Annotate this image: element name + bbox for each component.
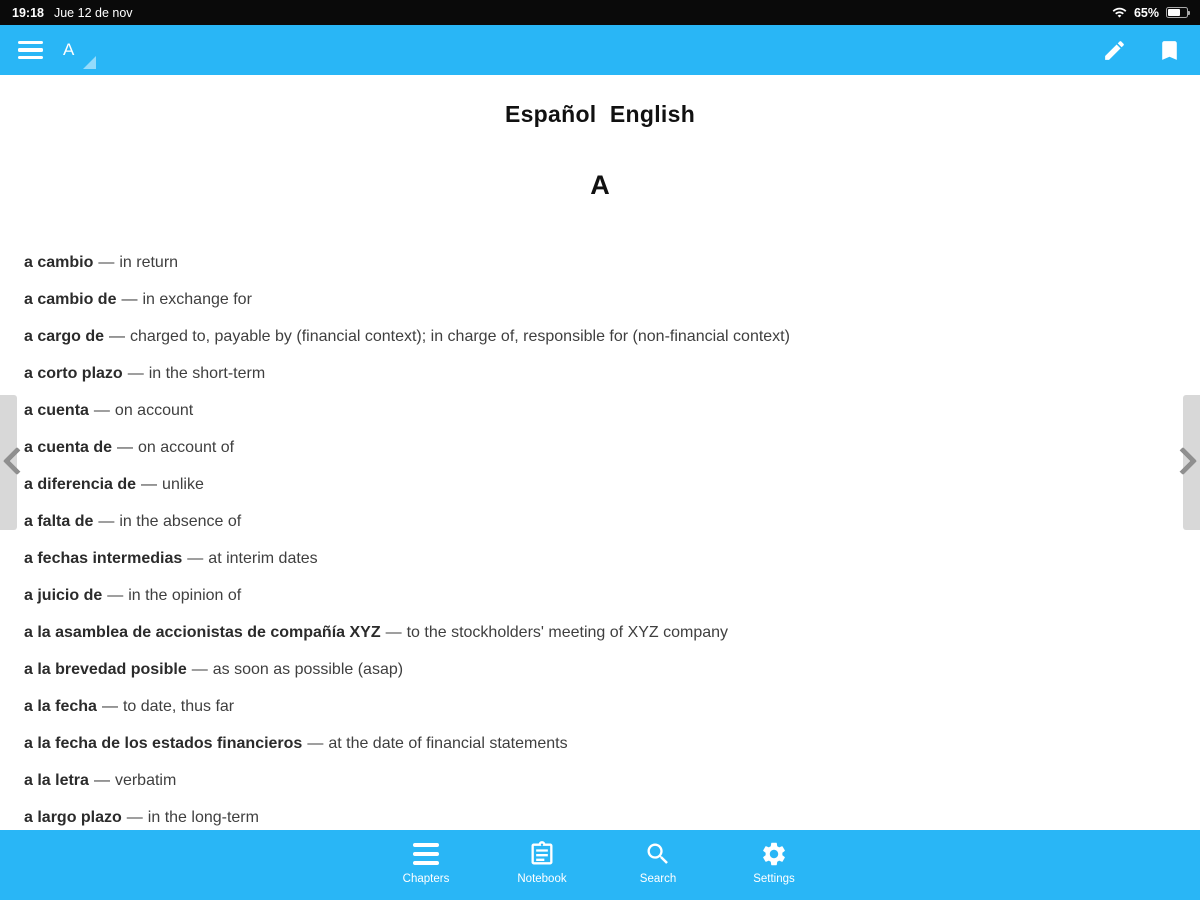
entry-separator: — [98,513,115,530]
entry-definition: in return [119,254,179,271]
entry-row [0,697,1200,716]
settings-gear-icon [760,839,788,869]
notebook-clipboard-icon [528,839,556,869]
edit-button[interactable] [1098,34,1131,67]
entry-definition: unlike [162,476,204,493]
bottom-nav-items [388,830,812,900]
chapters-list-icon [413,839,439,869]
entry-definition: on account of [138,439,235,456]
section-heading: A [590,170,610,200]
entry-separator: — [126,809,143,826]
entry-term: a la brevedad posible [24,661,187,678]
entry-definition: in the long-term [147,809,259,826]
entry-row [0,475,1200,494]
entry-row [0,808,1200,827]
entry-term: a cargo de [24,328,105,345]
entry-separator: — [98,254,115,271]
entry-row [0,660,1200,679]
nav-notebook-label: Notebook [517,873,567,885]
section-corner-triangle-icon [83,56,96,69]
entry-definition: to date, thus far [122,698,235,715]
menu-button[interactable] [14,37,47,64]
entry-separator: — [127,365,144,382]
nav-chapters[interactable] [388,839,464,900]
nav-settings[interactable] [736,839,812,900]
previous-page-button[interactable] [0,395,17,530]
entry-separator: — [141,476,158,493]
entry-separator: — [101,698,118,715]
entry-term: a la fecha [24,698,97,715]
section-letter: A [63,40,75,59]
status-left [12,6,133,20]
entry-row [0,364,1200,383]
nav-search[interactable] [620,839,696,900]
entry-definition: as soon as possible (asap) [212,661,404,678]
entry-term: a falta de [24,513,94,530]
entry-definition: charged to, payable by (financial context); in charge of, responsible for (non-financial context) [130,328,790,345]
entry-term: a la letra [24,772,89,789]
entry-row [0,549,1200,568]
entry-separator: — [93,402,110,419]
entry-row [0,586,1200,605]
status-time: 19:18 [12,5,44,20]
entry-separator: — [187,550,204,567]
entry-definition: verbatim [114,772,177,789]
entry-definition: in the absence of [119,513,242,530]
entry-term: a fechas intermedias [24,550,183,567]
bottom-nav [0,830,1200,900]
section-indicator[interactable] [63,25,74,75]
entry-term: a cambio de [24,291,117,308]
entry-definition: at interim dates [208,550,318,567]
entry-row [0,623,1200,642]
entry-row [0,438,1200,457]
entry-term: a largo plazo [24,809,122,826]
entry-term: a juicio de [24,587,103,604]
entry-term: a cuenta [24,402,89,419]
entry-definition: to the stockholders' meeting of XYZ company [406,624,729,641]
entry-row [0,253,1200,272]
hamburger-menu-icon [18,41,43,60]
entry-separator: — [107,587,124,604]
status-bar [0,0,1200,25]
next-page-button[interactable] [1183,395,1200,530]
entry-separator: — [121,291,138,308]
entry-definition: on account [114,402,194,419]
entry-definition: in the opinion of [128,587,242,604]
entry-separator: — [117,439,134,456]
entry-row [0,771,1200,790]
entry-term: a la asamblea de accionistas de compañía XYZ [24,624,381,641]
entry-separator: — [191,661,208,678]
entry-separator: — [307,735,324,752]
entry-term: a la fecha de los estados financieros [24,735,303,752]
page-title: Español English [504,101,696,127]
entry-row [0,290,1200,309]
bookmark-icon [1157,38,1182,63]
entry-row [0,327,1200,346]
entry-list [0,253,1200,827]
entry-definition: in the short-term [148,365,266,382]
entry-separator: — [93,772,110,789]
entry-definition: at the date of financial statements [328,735,568,752]
entry-term: a cambio [24,254,94,271]
entry-separator: — [109,328,126,345]
entry-row [0,734,1200,753]
search-magnifier-icon [644,839,672,869]
entry-term: a cuenta de [24,439,113,456]
entry-separator: — [385,624,402,641]
nav-settings-label: Settings [753,873,795,885]
entry-row [0,512,1200,531]
entry-row [0,401,1200,420]
battery-icon [1166,7,1188,18]
nav-notebook[interactable] [504,839,580,900]
nav-chapters-label: Chapters [402,873,450,885]
status-right [1112,5,1188,20]
entry-term: a diferencia de [24,476,137,493]
wifi-icon [1112,5,1127,20]
pencil-edit-icon [1102,38,1127,63]
entry-definition: in exchange for [142,291,252,308]
status-date: Jue 12 de nov [53,5,133,20]
bookmark-button[interactable] [1153,34,1186,67]
battery-percent: 65% [1133,5,1159,20]
entry-term: a corto plazo [24,365,123,382]
nav-search-label: Search [639,873,677,885]
app-toolbar [0,25,1200,75]
dictionary-page [0,75,1200,900]
